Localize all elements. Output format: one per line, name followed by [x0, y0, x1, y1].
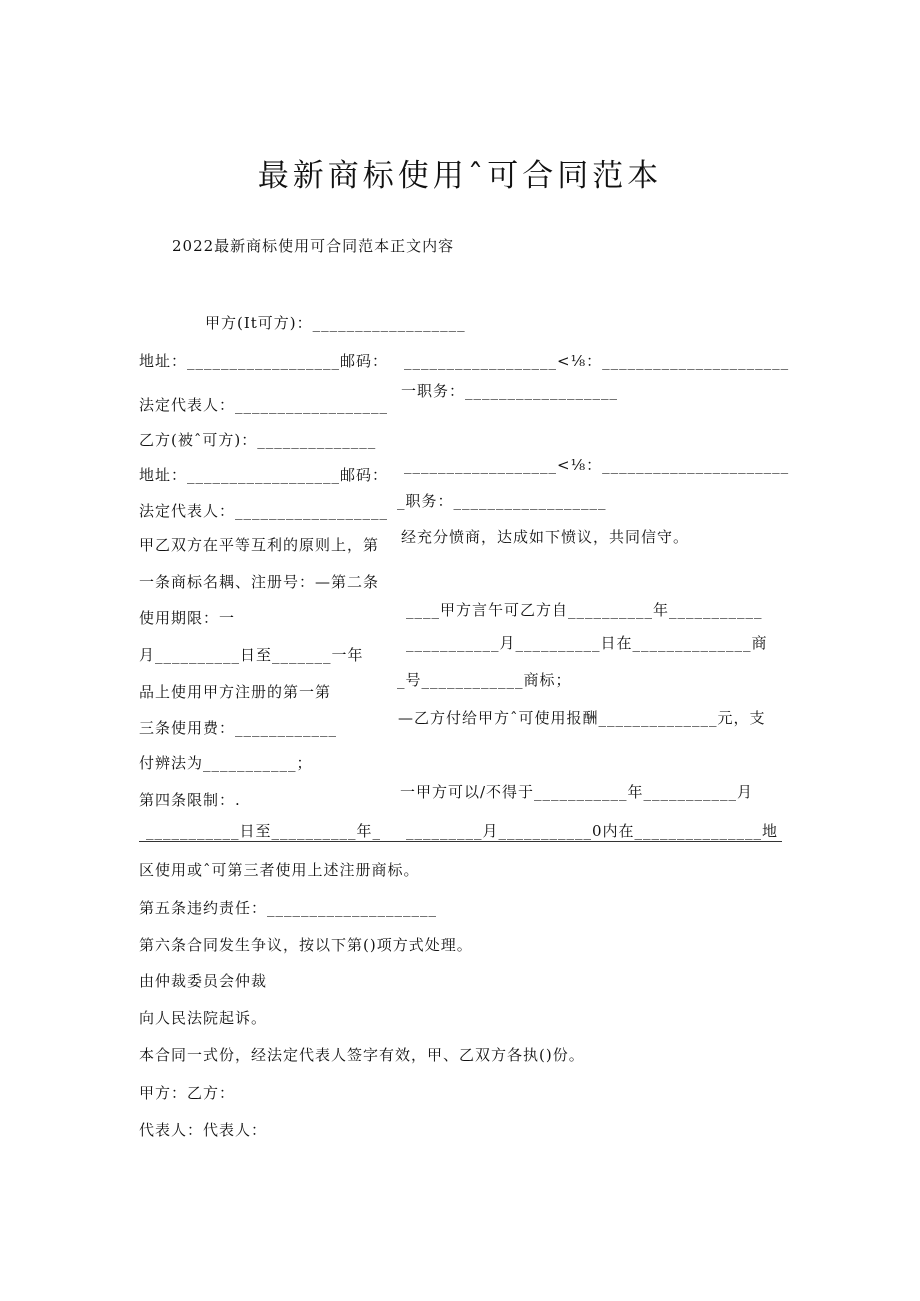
article-4-line-4: 区使用或ˆ可第三者使用上述注册商标。	[139, 861, 420, 879]
article-2-heading: 使用期限：一	[139, 609, 236, 627]
article-4-line-3: _________月___________0内在_______________地	[406, 822, 779, 840]
article-3-line-1: —乙方付给甲方ˆ可使用报酬______________元，支	[398, 709, 766, 727]
divider-line	[139, 841, 782, 842]
address-b-right: __________________<⅛：______________________	[404, 456, 790, 474]
signature-parties: 甲方：乙方：	[139, 1084, 236, 1102]
address-a-right: __________________<⅛：______________________	[404, 352, 790, 370]
article-2-line-1: ____甲方言午可乙方自__________年___________	[406, 601, 763, 619]
intro-right: 经充分愤商，达成如下愤议，共同信守。	[401, 528, 690, 546]
article-5: 第五条违约责任：____________________	[139, 899, 438, 917]
title-b: _职务：__________________	[397, 492, 607, 510]
article-2-line-2: 月__________日至_______一年	[139, 646, 364, 664]
article-2-line-4: 品上使用甲方注册的第一第	[139, 683, 332, 701]
legal-rep-b: 法定代表人：__________________	[139, 502, 389, 520]
intro-left: 甲乙双方在平等互利的原则上，第	[139, 536, 380, 554]
article-2-line-3: ___________月__________日在______________商	[406, 634, 768, 652]
document-subtitle: 2022最新商标使用可合同范本正文内容	[172, 237, 455, 255]
party-a-line: 甲方(It可方)：__________________	[205, 314, 466, 332]
article-4-line-2: ___________日至__________年_	[146, 822, 382, 840]
option-court: 向人民法院起诉。	[139, 1009, 268, 1027]
article-3-line-2: 付辨法为___________；	[139, 754, 313, 772]
address-b-left: 地址：__________________邮码：	[139, 466, 389, 484]
address-a-left: 地址：__________________邮码：	[139, 352, 389, 370]
document-title: 最新商标使用ˆ可合同范本	[257, 158, 663, 194]
article-2-line-5: _号____________商标；	[397, 671, 572, 689]
option-arbitration: 由仲裁委员会仲裁	[139, 972, 268, 990]
copies-clause: 本合同一式份，经法定代表人签字有效，甲、乙双方各执()份。	[139, 1046, 585, 1064]
legal-rep-a: 法定代表人：__________________	[139, 396, 389, 414]
article-3-heading: 三条使用费：____________	[139, 719, 338, 737]
article-4-line-1: 一甲方可以/不得于___________年___________月	[400, 783, 754, 801]
signature-representatives: 代表人：代表人：	[139, 1121, 268, 1139]
article-1: 一条商标名耦、注册号：—第二条	[139, 573, 380, 591]
article-4-heading: 第四条限制：.	[139, 791, 241, 809]
title-a: 一职务：__________________	[401, 382, 619, 400]
party-b-line: 乙方(被ˆ可方)：______________	[139, 431, 377, 449]
article-6: 第六条合同发生争议，按以下第()项方式处理。	[139, 936, 473, 954]
